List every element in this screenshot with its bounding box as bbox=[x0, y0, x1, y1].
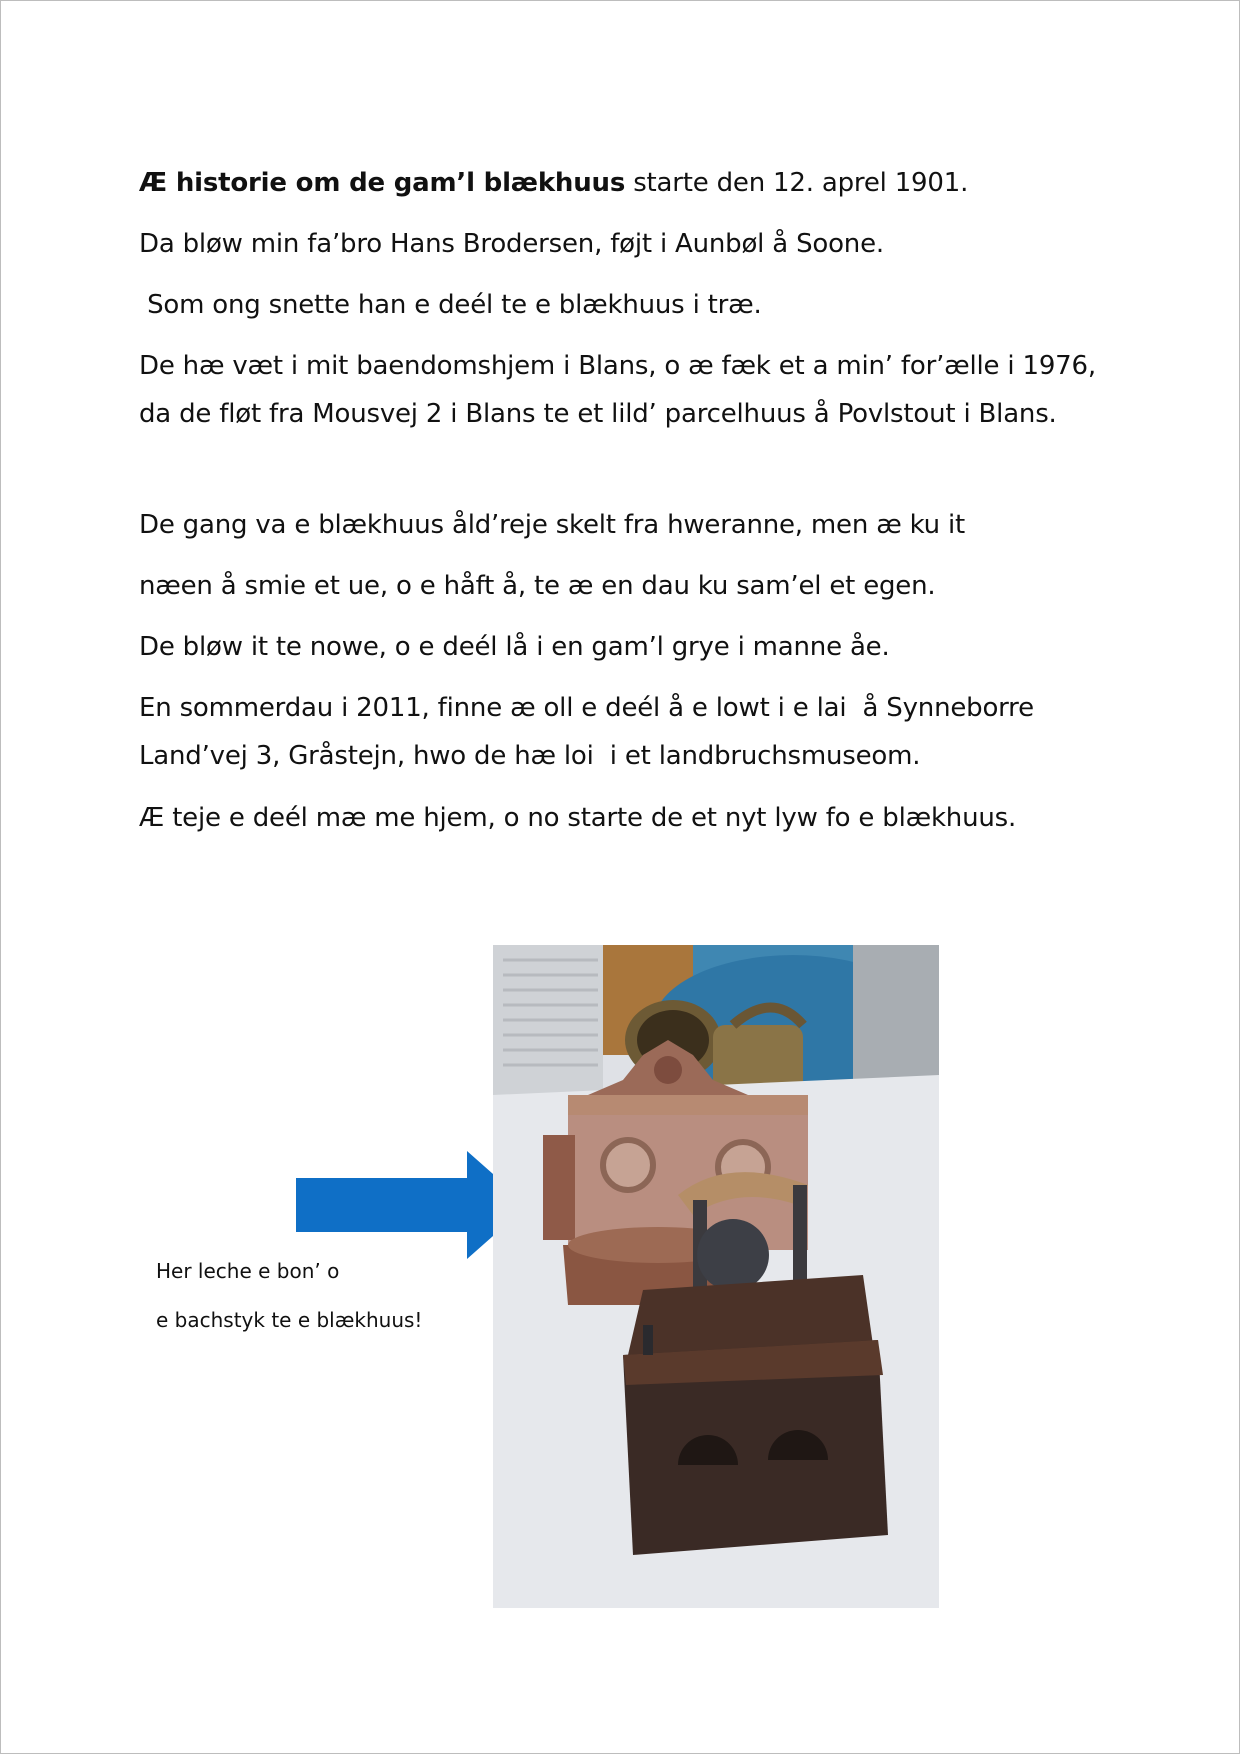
paragraph: En sommerdau i 2011, finne æ oll e deél å e lowt i e lai å Synneborre Land’vej 3, Gråstejn, hwo de hæ loi i et landbruchsmuseom. bbox=[139, 693, 1042, 771]
inkwell-photo bbox=[493, 945, 939, 1608]
story-title: Æ historie om de gam’l blækhuus bbox=[139, 168, 626, 198]
paragraph: De bløw it te nowe, o e deél lå i en gam’l grye i manne åe. bbox=[139, 632, 890, 662]
inkwell-photo-illustration bbox=[493, 945, 939, 1608]
paragraph: næen å smie et ue, o e håft å, te æ en dau ku sam’el et egen. bbox=[139, 571, 936, 601]
paragraph: De hæ væt i mit baendomshjem i Blans, o æ fæk et a min’ for’ælle i 1976, da de fløt fra Mousvej 2 i Blans te et lild’ parcelhuus å Povlstout i Blans. bbox=[139, 351, 1096, 429]
caption-line: Her leche e bon’ o bbox=[156, 1259, 340, 1283]
story-title-rest: starte den 12. aprel 1901. bbox=[625, 168, 969, 198]
heading-line bbox=[139, 159, 968, 207]
paragraph: Som ong snette han e deél te e blækhuus i træ. bbox=[139, 290, 762, 320]
paragraph: De gang va e blækhuus åld’reje skelt fra hweranne, men æ ku it bbox=[139, 510, 966, 540]
paragraph: Æ teje e deél mæ me hjem, o no starte de et nyt lyw fo e blækhuus. bbox=[139, 803, 1017, 833]
caption-line: e bachstyk te e blækhuus! bbox=[156, 1308, 423, 1332]
paragraph: Da bløw min fa’bro Hans Brodersen, føjt i Aunbøl å Soone. bbox=[139, 229, 884, 259]
